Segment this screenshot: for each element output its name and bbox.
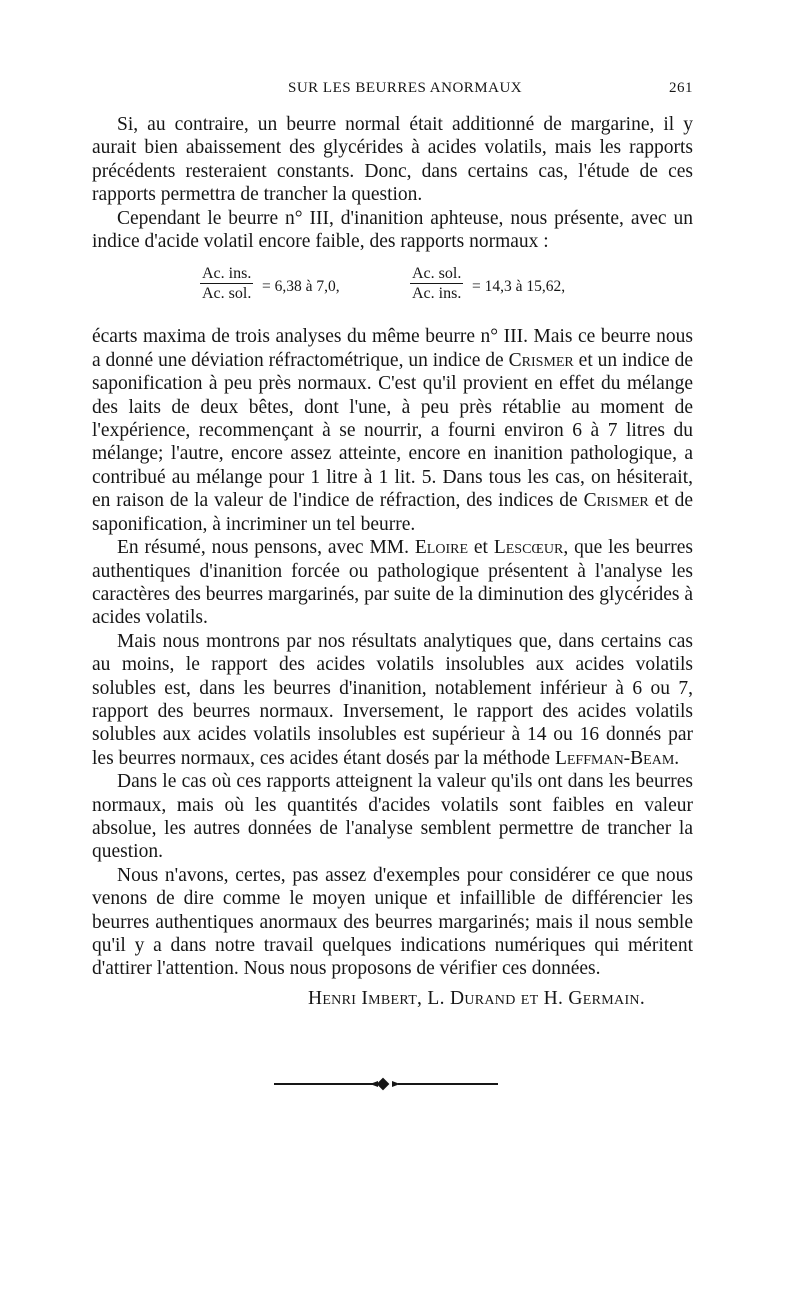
fraction-numerator: Ac. sol.: [412, 265, 462, 283]
diamond-ornament-icon: [377, 1078, 390, 1091]
body-text: [92, 113, 693, 1010]
paragraph-4: [92, 536, 693, 630]
method-name: Leffman-Beam: [554, 747, 675, 769]
author-name: Crismer: [583, 490, 649, 512]
fraction-denominator: Ac. ins.: [412, 285, 462, 303]
text-run: .: [674, 747, 680, 769]
author-name: Eloire: [414, 537, 469, 559]
fraction-denominator: Ac. sol.: [202, 285, 252, 303]
fraction-ins-over-sol: [200, 265, 253, 302]
author-signature: Henri Imbert, L. Durand et H. Germain.: [307, 987, 645, 1009]
text-run: En résumé, nous pensons, avec MM.: [117, 537, 409, 559]
text-run: et un indice de saponification à peu près normaux. C'est qu'il provient en effet du mélange des laits de deux bêtes, dont l'une, à peu près rétablie au moment de l'expérience, recommençant à se nourrir, a fourni environ 6 à 7 litres du mélange; l'autre, encore assez atteinte, encore en inanition pathologique, a contribué au mélange pour 1 litre à 1 lit. 5. Dans tous les cas, on hésiterait, en raison de la valeur de l'indice de réfraction, des indices de: [92, 349, 694, 512]
paragraph-3: [92, 325, 693, 536]
text-run: écarts maxima de trois analyses du même beurre n° III. Mais ce beurre nous a donné une déviation réfractométrique, un indice de: [92, 326, 693, 371]
text-run: Mais nous montrons par nos résultats analytiques que, dans certains cas au moins, le rapport des acides volatils insolubles aux acides volatils solubles est, dans les beurres d'inanition, notablement inférieur à 6 ou 7, rapport des beurres normaux. Inversement, le rapport des acides volatils solubles aux acides volatils insolubles est supérieur à 14 ou 16 donnés par les beurres normaux, ces acides étant dosés par la méthode: [92, 630, 693, 769]
rule-line-left: [274, 1083, 374, 1085]
author-name: Lescœur: [493, 537, 564, 559]
end-ornament-rule: [274, 1078, 498, 1090]
text-run: , que les beurres authentiques d'inanition forcée ou pathologique présentent à l'analyse les caractères des beurres margarinés, par suite de la diminution des glycérides à acides volatils.: [92, 537, 694, 629]
fraction-sol-over-ins: [410, 265, 463, 302]
paragraph-7: Nous n'avons, certes, pas assez d'exemples pour considérer ce que nous venons de dire comme le moyen unique et infaillible de différencier les beurres authentiques anormaux des beurres margarinés; mais il nous semble qu'il y a dans notre travail quelques indications numériques qui méritent d'attirer l'attention. Nous nous proposons de vérifier ces données.: [92, 864, 693, 980]
paragraph-6: Dans le cas où ces rapports atteignent la valeur qu'ils ont dans les beurres normaux, mais où les quantités d'acides volatils sont faibles en valeur absolue, les autres données de l'analyse semblent permettre de trancher la question.: [92, 771, 693, 863]
text-run: et de saponification, à incriminer un tel beurre.: [92, 490, 694, 535]
ratio-value-1: = 6,38 à 7,0,: [262, 278, 340, 296]
paragraph-5: [92, 630, 693, 770]
text-run: et: [473, 537, 488, 559]
running-title: SUR LES BEURRES ANORMAUX: [288, 80, 523, 96]
page-number: 261: [669, 80, 693, 96]
fraction-numerator: Ac. ins.: [202, 265, 252, 283]
ratio-value-2: = 14,3 à 15,62,: [472, 278, 566, 296]
author-name: Crismer: [508, 349, 574, 371]
ratio-formulas: [92, 253, 693, 325]
running-header: [118, 80, 693, 100]
rule-line-right: [398, 1083, 498, 1085]
paragraph-2: Cependant le beurre n° III, d'inanition aphteuse, nous présente, avec un indice d'acide volatil encore faible, des rapports normaux :: [92, 207, 693, 253]
paragraph-1: Si, au contraire, un beurre normal était additionné de margarine, il y aurait bien abaissement des glycérides à acides volatils, mais les rapports précédents resteraient constants. Donc, dans certains cas, l'étude de ces rapports permettra de trancher la question.: [92, 114, 693, 206]
